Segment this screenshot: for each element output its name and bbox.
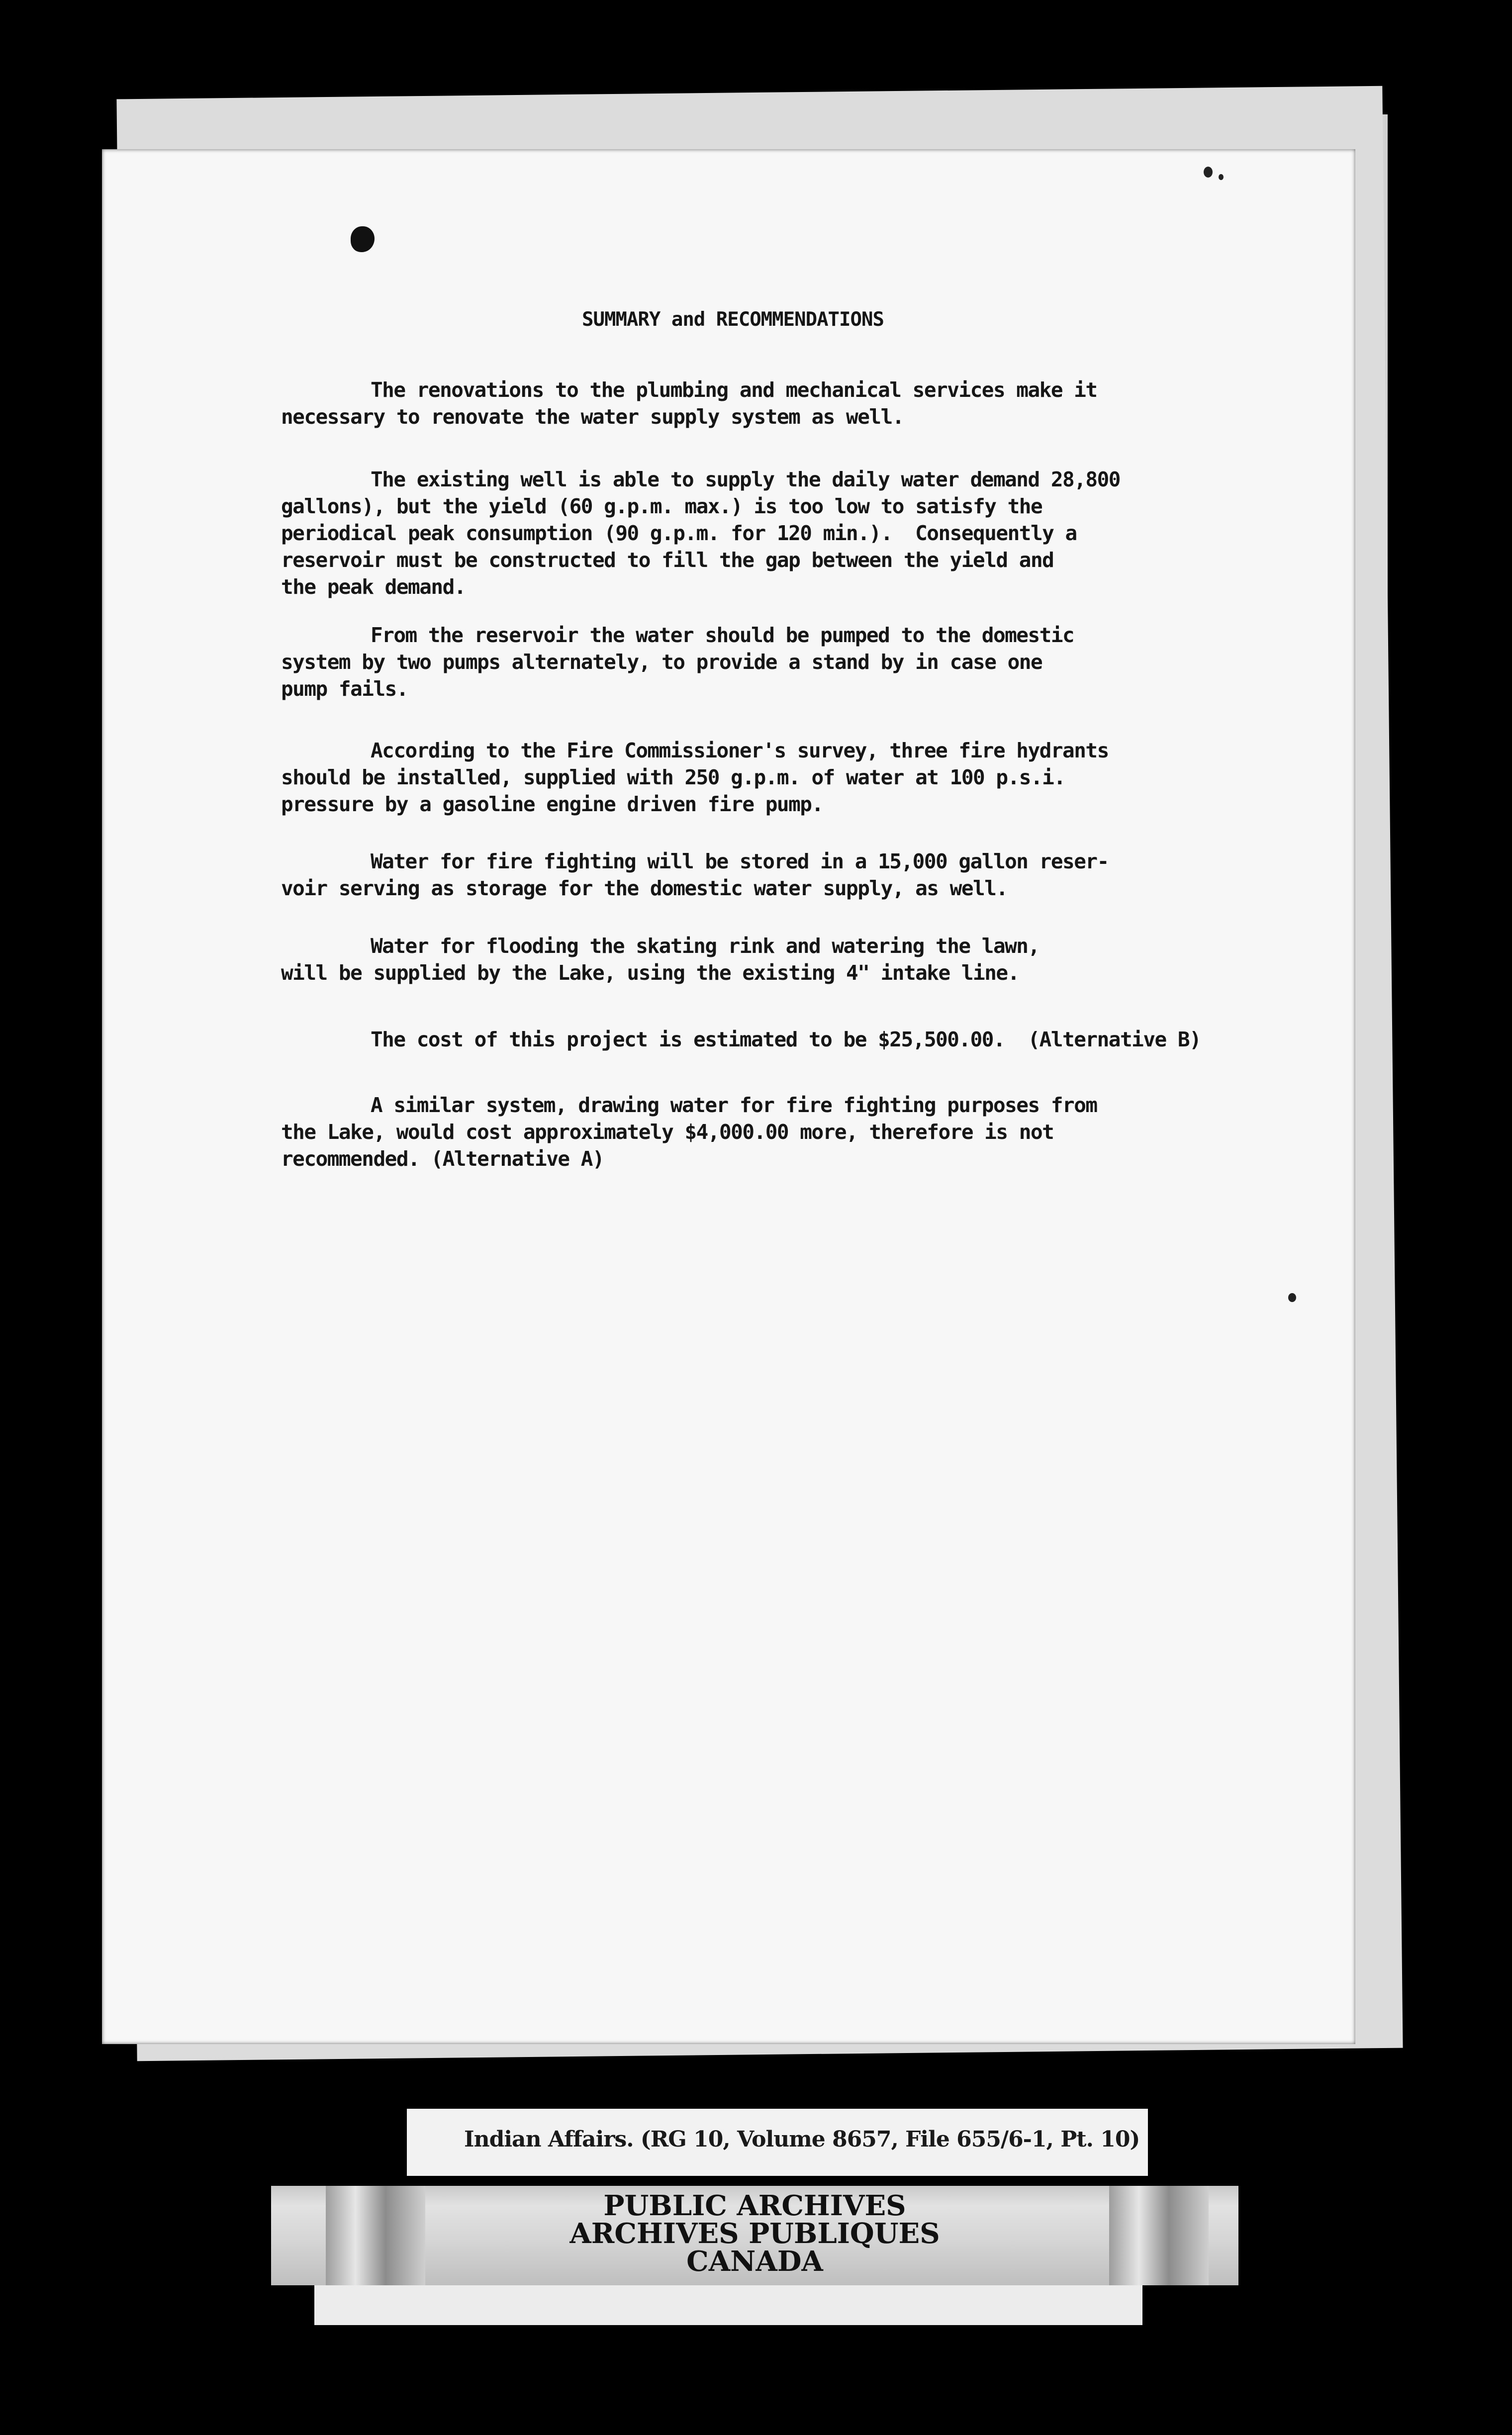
paragraph-2	[281, 466, 1286, 600]
text-line: system by two pumps alternately, to provide a stand by in case one	[281, 650, 1042, 674]
document-title: SUMMARY and RECOMMENDATIONS	[582, 308, 884, 331]
text-line: Water for fire fighting will be stored in a 15,000 gallon reser-	[371, 849, 1109, 873]
text-line: According to the Fire Commissioner's survey, three fire hydrants	[371, 739, 1109, 762]
text-line: recommended. (Alternative A)	[281, 1147, 604, 1171]
text-line: The renovations to the plumbing and mechanical services make it	[371, 378, 1097, 402]
text-line: gallons), but the yield (60 g.p.m. max.) is too low to satisfy the	[281, 494, 1042, 518]
text-line: the peak demand.	[281, 575, 466, 599]
text-line: periodical peak consumption (90 g.p.m. for 120 min.). Consequently a	[281, 521, 1077, 545]
text-line: will be supplied by the Lake, using the existing 4" intake line.	[281, 961, 1019, 985]
paragraph-7	[281, 1026, 1286, 1053]
stamp-line: PUBLIC ARCHIVES	[603, 2189, 906, 2222]
paragraph-6	[281, 933, 1286, 986]
text-line: The cost of this project is estimated to be $25,500.00. (Alternative B)	[371, 1028, 1201, 1051]
archive-reference-text: Indian Affairs. (RG 10, Volume 8657, File 655/6-1, Pt. 10)	[464, 2127, 1140, 2152]
archive-reference-card	[407, 2109, 1148, 2176]
text-line: From the reservoir the water should be pumped to the domestic	[371, 623, 1074, 647]
text-line: pressure by a gasoline engine driven fire pump.	[281, 792, 823, 816]
paragraph-5	[281, 848, 1286, 902]
paragraph-4	[281, 737, 1286, 818]
speck-mark	[1219, 174, 1224, 180]
text-line: A similar system, drawing water for fire fighting purposes from	[371, 1093, 1097, 1117]
stamp-line: ARCHIVES PUBLIQUES	[569, 2217, 940, 2250]
paragraph-8	[281, 1092, 1286, 1172]
text-line: the Lake, would cost approximately $4,000.00 more, therefore is not	[281, 1120, 1054, 1144]
blank-label-card	[314, 2285, 1142, 2325]
text-line: necessary to renovate the water supply system as well.	[281, 405, 904, 429]
text-line: voir serving as storage for the domestic water supply, as well.	[281, 876, 1008, 900]
archive-stamp-text	[271, 2189, 1238, 2278]
text-line: should be installed, supplied with 250 g.p.m. of water at 100 p.s.i.	[281, 765, 1065, 789]
text-line: pump fails.	[281, 677, 408, 701]
paragraph-3	[281, 622, 1286, 702]
speck-mark	[1204, 167, 1213, 178]
paragraph-1	[281, 376, 1286, 430]
speck-mark	[1288, 1293, 1296, 1302]
archive-stamp	[271, 2186, 1238, 2285]
text-line: reservoir must be constructed to fill the gap between the yield and	[281, 548, 1054, 572]
stamp-line: CANADA	[686, 2245, 823, 2278]
text-line: Water for flooding the skating rink and watering the lawn,	[371, 934, 1040, 958]
text-line: The existing well is able to supply the daily water demand 28,800	[371, 468, 1120, 491]
